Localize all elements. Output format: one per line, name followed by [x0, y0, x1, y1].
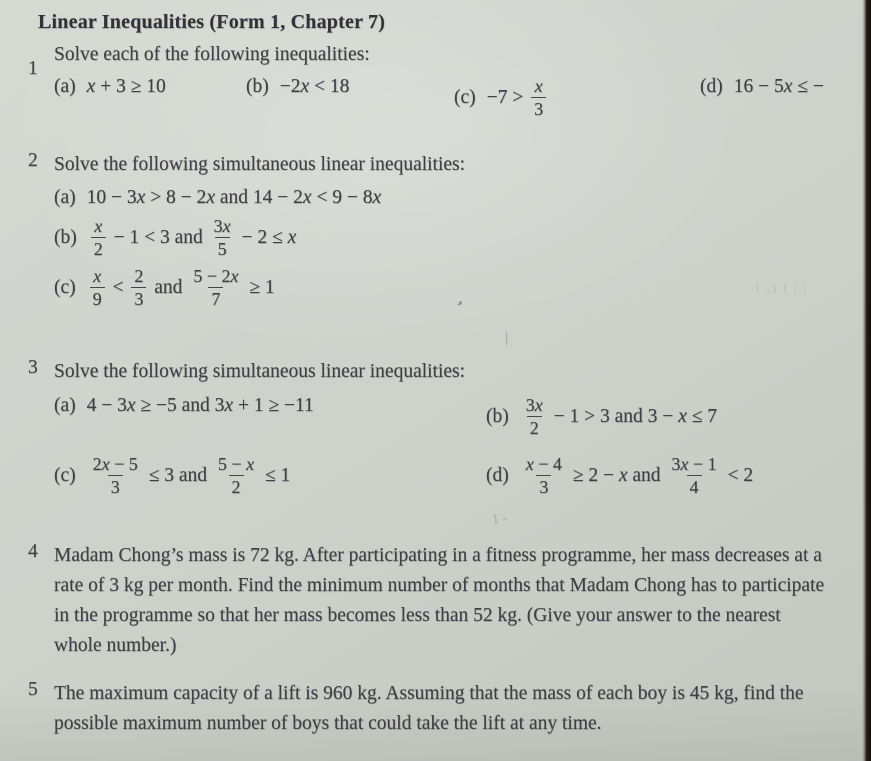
fraction: [90, 266, 105, 309]
item-label: (b): [486, 405, 509, 427]
variable-x: x: [136, 187, 146, 208]
question-item: [700, 76, 865, 98]
fraction-numerator: 5 − 2x: [193, 266, 239, 287]
question-4: [28, 541, 865, 661]
question-items: [54, 395, 865, 498]
question-item: [486, 395, 865, 438]
variable-x: x: [224, 395, 234, 416]
fraction-denominator: 3: [131, 287, 146, 309]
item-label: (c): [54, 276, 76, 298]
item-label: (d): [700, 76, 723, 97]
variable-x: x: [302, 187, 312, 208]
question-number: 1: [28, 58, 38, 79]
question-text: The maximum capacity of a lift is 960 kg. Assuming that the mass of each boy is 45 kg, find the possible maximum number of boys that could take the lift at any time.: [54, 683, 804, 734]
fraction: [668, 454, 719, 497]
item-label: (a): [54, 76, 76, 97]
fraction-numerator: 3x: [525, 395, 543, 415]
math-text: < 2: [722, 464, 754, 486]
variable-x: x: [534, 76, 543, 96]
question-number: 3: [28, 357, 38, 378]
pencil-mark: ,: [456, 292, 469, 308]
math-text: −2x < 18: [279, 76, 350, 97]
variable-x: x: [94, 216, 103, 236]
math-text: <: [107, 276, 129, 298]
variable-x: x: [246, 454, 255, 475]
fraction-denominator: 3: [536, 475, 551, 497]
math-text: ≤ 1: [260, 464, 291, 486]
page-title: Linear Inequalities (Form 1, Chapter 7): [38, 11, 386, 33]
variable-x: x: [372, 187, 382, 208]
question-item: [54, 454, 486, 497]
question-item: [54, 187, 865, 209]
math-text: ≥ 2 − x and: [567, 464, 666, 486]
variable-x: x: [525, 454, 534, 475]
fraction-numerator: 3x − 1: [671, 454, 717, 475]
question-items: [54, 187, 865, 310]
question-number: 2: [28, 150, 38, 171]
math-text: −7 >: [486, 86, 529, 108]
pencil-mark: 1 -: [490, 511, 509, 528]
variable-x: x: [680, 454, 689, 475]
question-item: [54, 76, 246, 98]
fraction-numerator: 5 − x: [217, 454, 255, 475]
question-item: [246, 76, 454, 98]
fraction: [91, 216, 106, 259]
fraction-numerator: [532, 76, 546, 97]
fraction-numerator: 3x: [213, 216, 231, 236]
variable-x: x: [126, 395, 136, 416]
math-text: 10 − 3x > 8 − 2x and 14 − 2x < 9 − 8x: [86, 187, 382, 208]
item-label: (b): [54, 226, 77, 248]
fraction: [131, 266, 146, 309]
math-text: x + 3 ≥ 10: [86, 76, 166, 97]
fraction-denominator: 2: [527, 416, 542, 438]
question-number: 4: [28, 541, 38, 562]
question-text: Madam Chong’s mass is 72 kg. After participating in a fitness programme, her mass decreases at a rate of 3 kg per month. Find the minimum number of months that Madam Chong has to participate in the programme so that her mass becomes less than 52 kg. (Give your answer to the nearest whole number.): [54, 545, 825, 656]
math-text: − 2 ≤ x: [236, 226, 297, 248]
fraction: [523, 395, 546, 438]
question-prompt: Solve the following simultaneous linear inequalities:: [54, 154, 466, 175]
math-expression: [87, 395, 314, 417]
fraction-denominator: 3: [108, 475, 123, 497]
math-expression: [734, 76, 824, 98]
math-expression: [487, 76, 550, 119]
variable-x: x: [86, 76, 96, 97]
fraction: [215, 454, 257, 497]
item-label: (c): [54, 464, 76, 486]
math-expression: [520, 395, 717, 438]
item-label: (c): [454, 86, 476, 108]
photo-right-edge-shadow: [862, 0, 871, 761]
variable-x: x: [230, 266, 239, 287]
fraction-numerator: [91, 216, 105, 237]
fraction-numerator: x − 4: [525, 454, 562, 475]
variable-x: x: [101, 454, 110, 475]
question-item: [454, 76, 700, 119]
variable-x: x: [618, 464, 628, 486]
fraction-denominator: 2: [91, 237, 106, 259]
fraction-denominator: 2: [229, 475, 244, 497]
math-expression: [88, 216, 297, 259]
math-expression: [520, 454, 753, 497]
math-expression: [87, 266, 275, 309]
fraction-denominator: 5: [215, 237, 230, 259]
math-text: − 1 < 3 and: [108, 226, 208, 248]
question-2: [28, 150, 865, 310]
math-expression: [87, 187, 382, 209]
fraction: [523, 454, 565, 497]
variable-x: x: [534, 395, 543, 415]
question-item: [54, 216, 865, 259]
question-item: [54, 395, 486, 417]
math-expression: [87, 76, 166, 98]
variable-x: x: [206, 187, 215, 208]
question-prompt: Solve each of the following inequalities:: [54, 44, 370, 65]
math-text: ≤ 3 and: [143, 464, 212, 486]
question-item: [486, 454, 865, 497]
question-5: [28, 679, 865, 739]
item-label: (a): [54, 395, 76, 416]
math-text: 16 − 5x ≤ −: [733, 76, 824, 97]
variable-x: x: [678, 405, 687, 427]
question-number: 5: [28, 679, 38, 700]
pencil-mark: |: [505, 330, 509, 346]
pencil-mark: ( ,) ( | |: [756, 280, 808, 294]
math-expression: [87, 454, 291, 497]
question-prompt: Solve the following simultaneous linear inequalities:: [54, 361, 466, 382]
fraction-numerator: 2: [134, 266, 144, 287]
fraction-numerator: [90, 266, 104, 287]
question-3: [28, 357, 865, 498]
fraction-denominator: 7: [208, 287, 223, 309]
math-text: ≥ 1: [244, 276, 275, 298]
question-1: [28, 40, 865, 119]
math-text: 4 − 3x ≥ −5 and 3x + 1 ≥ −11: [86, 395, 314, 416]
math-text: and: [149, 276, 188, 298]
math-text: − 1 > 3 and 3 − x ≤ 7: [548, 405, 718, 427]
question-items: [54, 76, 865, 119]
item-label: (d): [486, 464, 509, 486]
math-expression: [280, 76, 350, 98]
variable-x: x: [93, 266, 102, 287]
fraction-numerator: 2x − 5: [92, 454, 138, 475]
variable-x: x: [300, 76, 310, 97]
item-label: (a): [54, 187, 76, 208]
fraction: [211, 216, 234, 259]
fraction-denominator: 4: [687, 475, 702, 497]
variable-x: x: [783, 76, 793, 97]
variable-x: x: [287, 226, 297, 248]
fraction-denominator: 9: [90, 287, 105, 309]
fraction: [190, 266, 241, 309]
fraction: [90, 454, 141, 497]
item-label: (b): [246, 76, 269, 97]
fraction: [531, 76, 546, 119]
fraction-denominator: 3: [531, 97, 546, 119]
variable-x: x: [222, 216, 231, 236]
